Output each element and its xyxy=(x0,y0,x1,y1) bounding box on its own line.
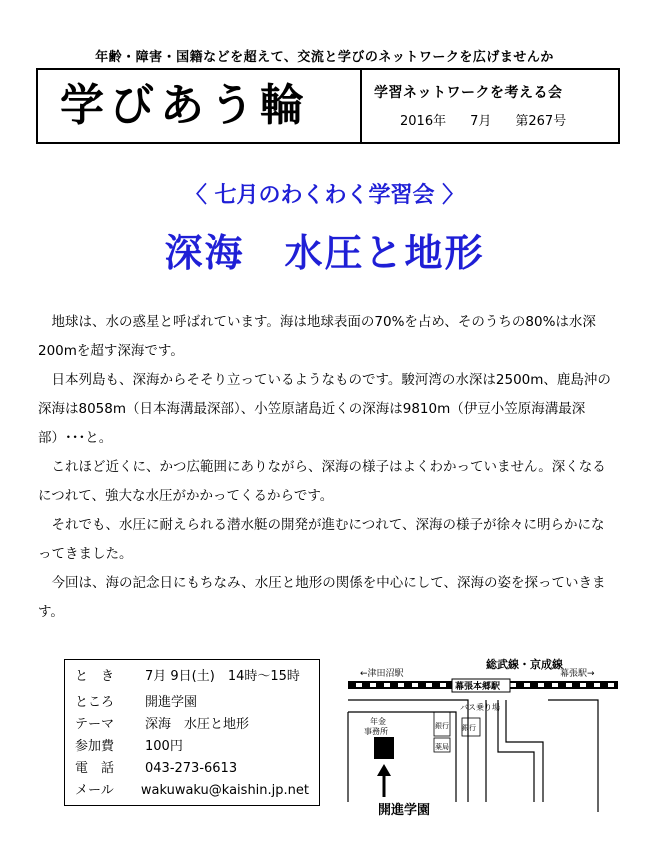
info-key: と き xyxy=(75,669,115,684)
map-pharmacy: 薬局 xyxy=(435,743,449,751)
event-title: 深海 水圧と地形 xyxy=(164,231,485,275)
info-row-date xyxy=(75,666,309,688)
info-value: 開進学園 xyxy=(145,695,198,710)
road xyxy=(498,700,534,802)
info-row-phone xyxy=(75,758,309,780)
issue-number: 第267号 xyxy=(515,114,567,129)
road xyxy=(548,700,598,812)
issue-info xyxy=(400,110,566,129)
paragraph: これほど近くに、かつ広範囲にありながら、深海の様子はよくわかっていません。深くなるにつれて、強大な水圧がかかってくるからです。 xyxy=(38,459,606,504)
event-info-box xyxy=(64,659,320,806)
masthead-divider xyxy=(360,70,362,142)
info-key: 参加費 xyxy=(75,739,115,754)
access-map xyxy=(338,652,628,822)
info-value: 100円 xyxy=(145,739,183,754)
info-key: ところ xyxy=(75,695,115,710)
article-body xyxy=(38,308,612,627)
info-value: 043-273-6613 xyxy=(145,761,238,776)
info-row-place xyxy=(75,692,309,714)
map-bank-2: 銀行 xyxy=(462,724,476,732)
map-arrow-icon xyxy=(377,764,391,797)
paragraph: 今回は、海の記念日にもちなみ、水圧と地形の関係を中心にして、深海の姿を探っていきます。 xyxy=(38,575,606,620)
info-row-fee xyxy=(75,736,309,758)
organization-name: 学習ネットワークを考える会 xyxy=(374,85,563,101)
map-bus-stop: バス乗り場 xyxy=(460,703,500,712)
map-pension-office: 年金 xyxy=(370,717,386,726)
paragraph: 日本列島も、深海からそそり立っているようなものです。駿河湾の水深は2500m、鹿島沖の深海は8058m（日本海溝最深部）、小笠原諸島近くの深海は9810m（伊豆小笠原海溝最深部）･･･と。 xyxy=(38,372,611,446)
paragraph: 地球は、水の惑星と呼ばれています。海は地球表面の70%を占め、そのうちの80%は水深200mを超す深海です。 xyxy=(38,314,596,359)
map-school-label: 開進学園 xyxy=(378,803,431,818)
info-value: 深海 水圧と地形 xyxy=(145,717,250,732)
newsletter-logo: 学びあう輪 xyxy=(60,80,310,131)
tagline: 年齢・障害・国籍などを超えて、交流と学びのネットワークを広げませんか xyxy=(95,50,554,65)
map-pension-office: 事務所 xyxy=(364,727,388,736)
map-station-right: 幕張駅→ xyxy=(560,669,595,679)
issue-month: 7月 xyxy=(470,114,492,129)
paragraph: それでも、水圧に耐えられる潜水艇の開発が進むにつれて、深海の様子が徐々に明らかになってきました。 xyxy=(38,517,605,562)
info-row-email xyxy=(75,780,309,802)
map-line-name: 総武線・京成線 xyxy=(486,658,563,671)
info-value: 7月 9日(土) 14時～15時 xyxy=(145,669,300,684)
info-key: メール xyxy=(75,783,114,798)
info-row-theme xyxy=(75,714,309,736)
map-station-left: ←津田沼駅 xyxy=(360,669,404,679)
info-value[interactable]: wakuwaku@kaishin.jp.net xyxy=(140,783,309,798)
info-key: テーマ xyxy=(75,717,115,732)
issue-year: 2016年 xyxy=(400,114,447,129)
road xyxy=(506,700,543,802)
map-bank-1: 銀行 xyxy=(435,722,449,730)
map-station-center: 幕張本郷駅 xyxy=(455,682,501,692)
event-heading: 〈 七月のわくわく学習会 〉 xyxy=(184,183,465,208)
masthead xyxy=(36,68,620,144)
info-key: 電 話 xyxy=(75,761,115,776)
map-school-block xyxy=(374,737,394,759)
